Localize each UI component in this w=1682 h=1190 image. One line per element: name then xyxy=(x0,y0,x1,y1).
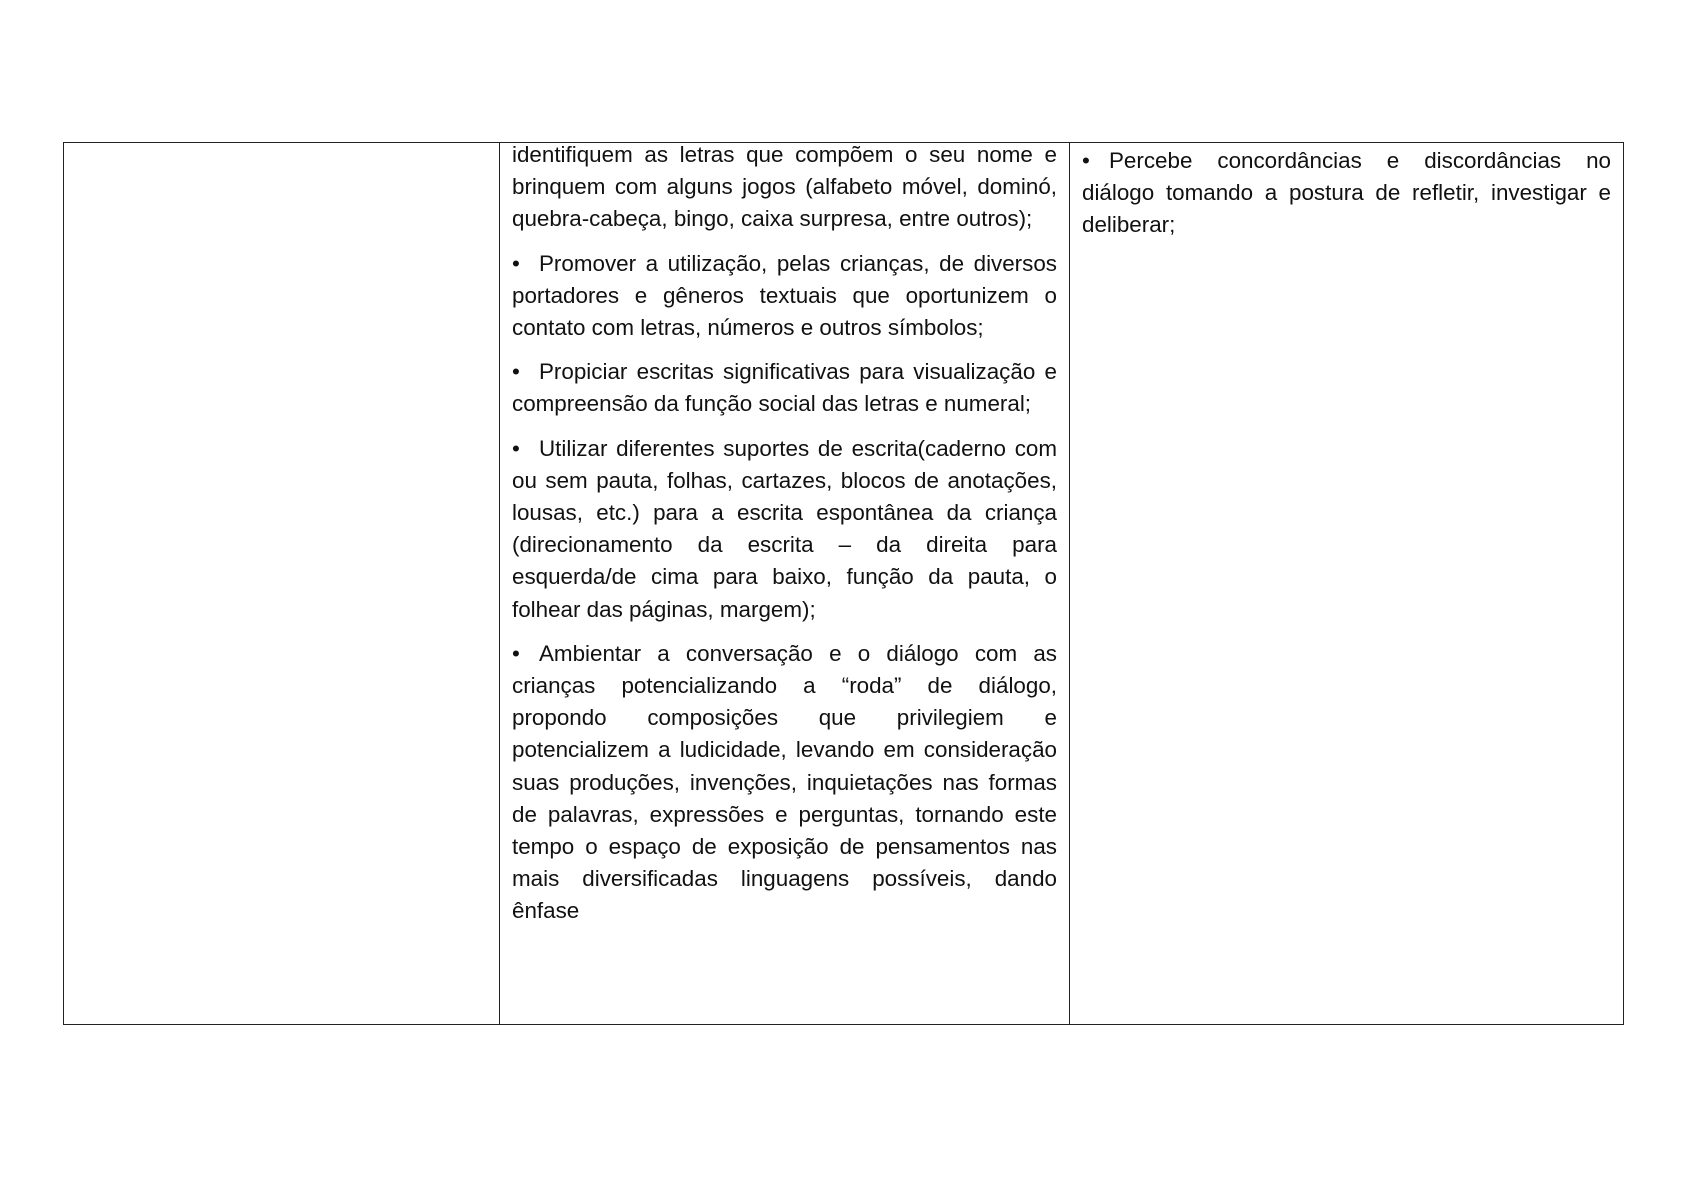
list-item-text: Percebe concordâncias e discordâncias no diálogo tomando a postura de refletir, investigar e deliberar; xyxy=(1082,148,1611,238)
list-item xyxy=(512,433,1057,626)
table-column-activities xyxy=(500,143,1070,1024)
list-item-text: Promover a utilização, pelas crianças, de diversos portadores e gêneros textuais que oportunizem o contato com letras, números e outros símbolos; xyxy=(512,250,1057,341)
table-column-empty xyxy=(64,143,500,1024)
list-item-text: Utilizar diferentes suportes de escrita(caderno com ou sem pauta, folhas, cartazes, blocos de anotações, lousas, etc.) para a escrita espontânea da criança (direcionamento da escrita – da direita para esquerda/de cima para baixo, função da pauta, o folhear das páginas, margem); xyxy=(512,435,1057,622)
content-table xyxy=(63,142,1624,1025)
list-item xyxy=(1082,145,1611,242)
bullet-icon: • xyxy=(512,640,520,666)
list-item xyxy=(512,248,1057,345)
bullet-icon: • xyxy=(1082,148,1090,173)
bullet-icon: • xyxy=(512,359,520,385)
list-item xyxy=(512,356,1057,420)
continued-paragraph: identifiquem as letras que compõem o seu nome e brinquem com alguns jogos (alfabeto móvel, dominó, quebra-cabeça, bingo, caixa surpresa, entre outros); xyxy=(512,143,1057,232)
list-item-text: Propiciar escritas significativas para visualização e compreensão da função social das letras e numeral; xyxy=(512,359,1057,417)
table-column-outcomes xyxy=(1070,143,1623,1024)
bullet-icon: • xyxy=(512,435,520,461)
list-item-text: Ambientar a conversação e o diálogo com as crianças potencializando a “roda” de diálogo, propondo composições que privilegiem e potencializem a ludicidade, levando em consideração suas produções, invenções, inquietações nas formas de palavras, expressões e perguntas, tornando este tempo o espaço de exposição de pensamentos nas mais diversificadas linguagens possíveis, dando ênfase xyxy=(512,640,1057,924)
list-item xyxy=(512,638,1057,928)
bullet-icon: • xyxy=(512,250,520,276)
